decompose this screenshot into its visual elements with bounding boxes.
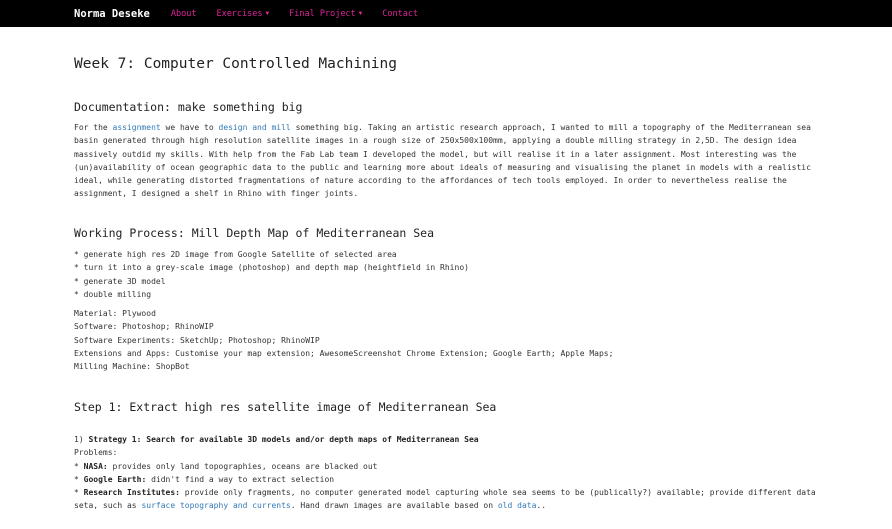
list-item (74, 460, 834, 473)
assignment-link[interactable]: assignment (112, 123, 161, 132)
text: 1) (74, 435, 89, 444)
nav-exercises-label: Exercises (216, 8, 263, 19)
old-data-link[interactable]: old data (497, 501, 537, 511)
chevron-down-icon: ▼ (358, 9, 363, 17)
item-text: didn't find a way to extract selection (146, 474, 335, 484)
documentation-paragraph (74, 121, 834, 201)
item-text: provides only land topographies, oceans are blacked out (107, 461, 378, 471)
meta-extensions: Extensions and Apps: Customise your map extension; AwesomeScreenshot Chrome Extension; Google Earth; Apple Maps; (74, 348, 614, 358)
item-text: .. (536, 501, 547, 511)
item-label: Research Institutes: (83, 488, 180, 498)
list-item: * generate 3D model (74, 276, 166, 286)
chevron-down-icon: ▼ (265, 9, 270, 17)
nav-final-project-label: Final Project (289, 8, 356, 19)
item-label: NASA: (83, 461, 108, 471)
nav-contact[interactable]: Contact (382, 8, 419, 19)
bullet: * (74, 474, 84, 484)
meta-software-experiments: Software Experiments: SketchUp; Photoshop; RhinoWIP (74, 335, 320, 345)
text: we have to (160, 123, 219, 132)
list-item (74, 473, 834, 486)
section-heading-working-process: Working Process: Mill Depth Map of Mediterranean Sea (74, 226, 435, 240)
meta-software: Software: Photoshop; RhinoWIP (74, 322, 214, 332)
bullet: * (74, 461, 84, 471)
item-text: provide only fragments, no computer generated model capturing whole sea seems to be (publically?) available; provide different data seta, such as (74, 488, 816, 511)
text: something big. Taking an artistic research approach, I wanted to mill a topography of the Mediterranean sea basin generated through high resolution satellite images in a rough size of 250x500x100mm, applying a double milling strategy in 2,5D. The design idea massively outdid my skills. With help from the Fab Lab team I developed the model, but will realise it in a later assignment. Most interesting was the (un)availability of ocean geographic data to the public and learning more about ideals of measuring and visualising the planet in models with a realistic ideal, while generating distorted fragmentations of nature according to the affordances of tech tools employed. In order to nevertheless realise the assignment, I designed a shelf in Rhino with finger joints. (74, 123, 811, 199)
list-item: * generate high res 2D image from Google Satellite of selected area (74, 250, 397, 259)
nav-exercises[interactable] (216, 9, 269, 19)
meta-milling-machine: Milling Machine: ShopBot (74, 362, 190, 372)
problems-label: Problems: (74, 448, 118, 458)
nav-about[interactable]: About (170, 8, 197, 19)
nav-final-project[interactable] (289, 9, 362, 19)
strategy-line (74, 433, 834, 446)
surface-topography-link[interactable]: surface topography and currents (141, 501, 291, 511)
site-brand[interactable]: Norma Deseke (74, 7, 150, 20)
step1-body (74, 433, 834, 513)
item-label: Google Earth: (83, 474, 147, 484)
text: For the (74, 123, 113, 132)
section-heading-step1: Step 1: Extract high res satellite image of Mediterranean Sea (74, 400, 497, 414)
bullet: * (74, 488, 84, 498)
top-navbar (0, 0, 892, 27)
meta-material: Material: Plywood (74, 309, 156, 318)
page-title: Week 7: Computer Controlled Machining (74, 56, 398, 72)
item-text: . Hand drawn images are available based on (290, 501, 498, 511)
project-meta (74, 307, 613, 373)
design-and-mill-link[interactable]: design and mill (218, 123, 291, 132)
section-heading-documentation: Documentation: make something big (74, 100, 303, 114)
list-item: * double milling (74, 289, 152, 299)
process-list (74, 248, 469, 301)
strategy-title: Strategy 1: Search for available 3D models and/or depth maps of Mediterranean Sea (88, 435, 479, 444)
list-item (74, 486, 834, 513)
list-item: * turn it into a grey-scale image (photoshop) and depth map (heightfield in Rhino) (74, 263, 469, 273)
